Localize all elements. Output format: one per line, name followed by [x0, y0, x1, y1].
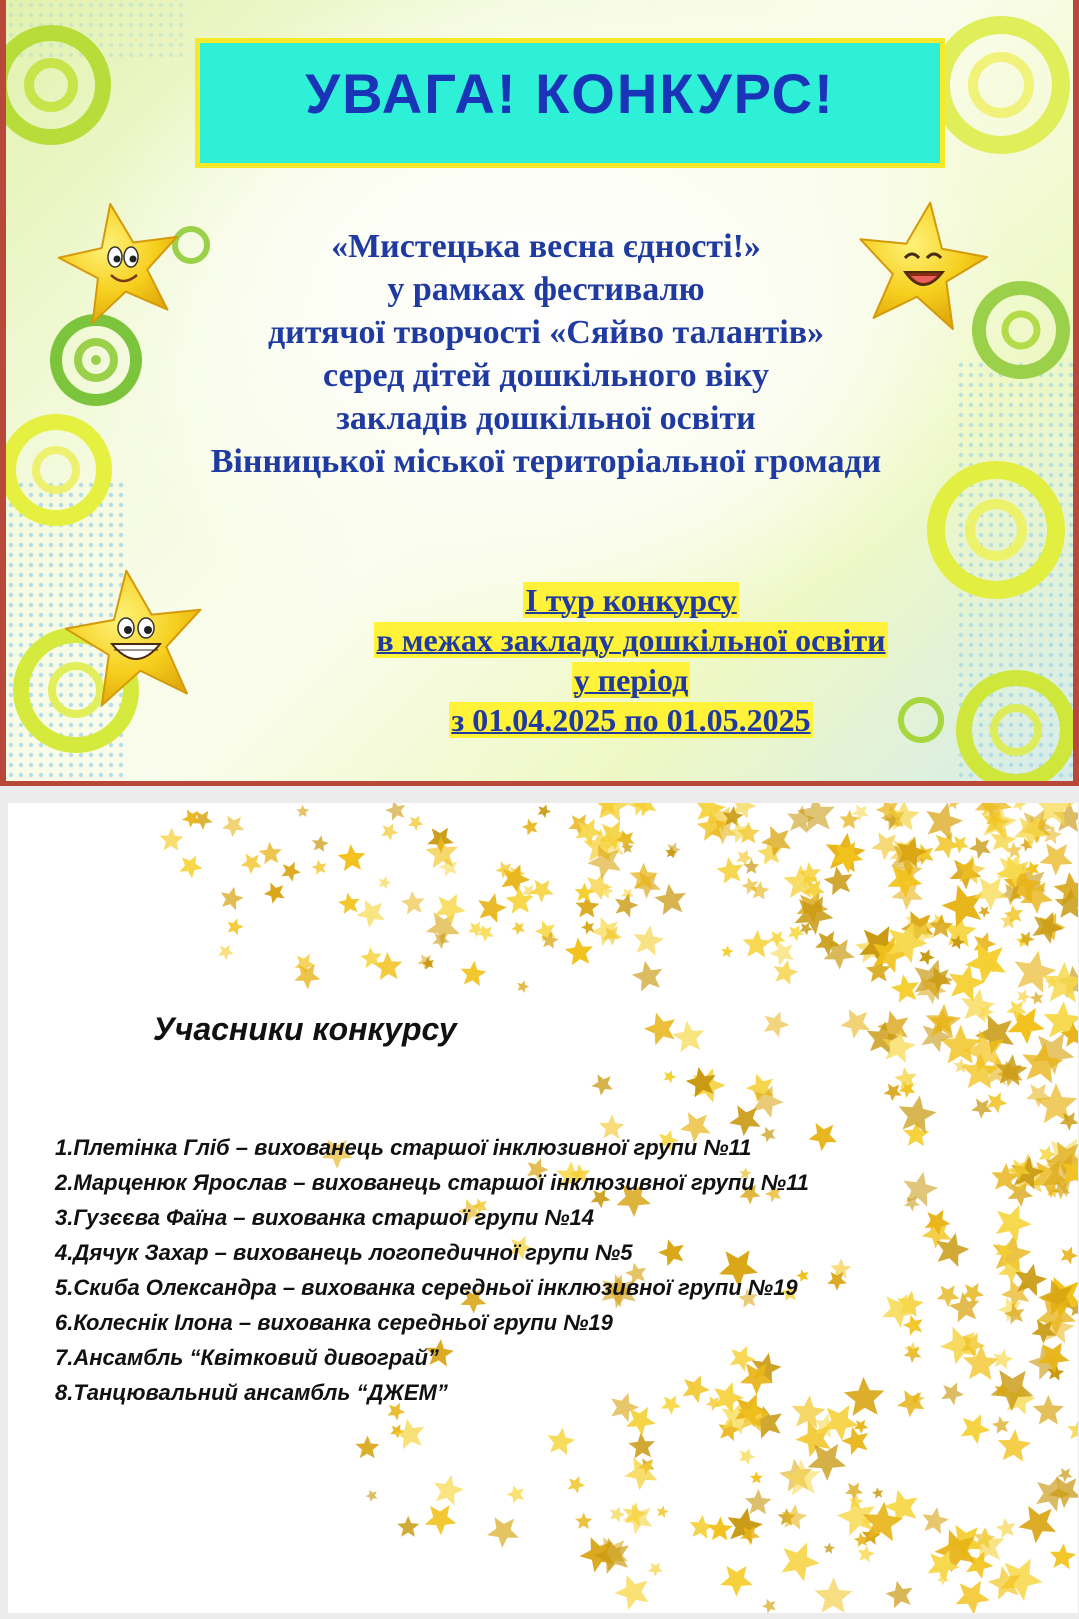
gold-star-icon [1050, 1543, 1076, 1569]
gold-star-icon [926, 803, 963, 840]
gold-star-icon [222, 816, 244, 838]
gold-star-icon [338, 892, 360, 914]
list-item: 8.Танцювальний ансамбль “ДЖЕМ” [55, 1380, 448, 1405]
tour-line: І тур конкурсу [525, 582, 737, 618]
gold-star-icon [259, 842, 282, 864]
gold-star-icon [575, 883, 595, 902]
gold-star-icon [708, 1517, 733, 1541]
gold-star-icon [872, 1487, 883, 1498]
gold-star-icon [366, 1490, 378, 1502]
gold-star-icon [312, 860, 327, 875]
gold-star-icon [575, 1513, 592, 1530]
gold-star-icon [948, 803, 960, 810]
gold-star-icon [634, 925, 664, 955]
gold-star-icon [357, 900, 385, 928]
list-item: 4.Дячук Захар – вихованець логопедичної групи №5 [55, 1240, 633, 1265]
gold-star-icon [218, 945, 234, 961]
gold-star-icon [956, 1581, 990, 1613]
gold-star-icon [434, 1475, 464, 1505]
concentric-ring-icon [979, 288, 1063, 372]
gold-star-icon [992, 1416, 1010, 1434]
gold-star-icon [739, 1448, 755, 1465]
description-line: Вінницької міської територіальної громади [210, 443, 882, 480]
gold-star-icon [626, 1407, 656, 1436]
gold-star-icon [1032, 912, 1063, 944]
gold-star-icon [969, 837, 991, 859]
gold-star-icon [824, 1543, 835, 1554]
contest-description [106, 225, 986, 483]
gold-star-icon [845, 1483, 863, 1501]
gold-star-icon [241, 854, 262, 875]
gold-star-icon [657, 1506, 669, 1518]
gold-star-icon [858, 1545, 875, 1562]
gold-star-icon [379, 876, 391, 889]
gold-star-icon [591, 1074, 613, 1096]
gold-star-icon [961, 1414, 991, 1444]
gold-star-icon [764, 1011, 789, 1037]
gold-star-icon [978, 906, 990, 918]
tour-dates: з 01.04.2025 по 01.05.2025 [451, 702, 811, 738]
gold-star-icon [487, 1517, 519, 1548]
list-item: 3.Гузєєва Фаїна – вихованка старшої групи №14 [55, 1205, 595, 1230]
gold-star-icon [221, 887, 244, 910]
gold-star-icon [808, 1123, 837, 1151]
gold-star-icon [951, 836, 969, 854]
gold-star-icon [996, 1205, 1032, 1242]
gold-star-icon [628, 1433, 655, 1459]
gold-star-icon [782, 1543, 820, 1582]
gold-star-icon [743, 930, 772, 958]
gold-star-icon [522, 819, 538, 836]
tour-line: у період [573, 662, 689, 698]
gold-star-icon [547, 1427, 575, 1455]
gold-star-icon [815, 1577, 853, 1613]
gold-star-icon [841, 1427, 868, 1455]
gold-star-icon [381, 823, 398, 840]
gold-star-icon [461, 961, 487, 987]
gold-star-icon [1013, 803, 1027, 811]
contest-poster [0, 0, 1079, 786]
gold-star-icon [973, 878, 1007, 911]
gold-star-icon [615, 1575, 649, 1610]
gold-star-icon [762, 1599, 776, 1613]
list-item: 1.Плетінка Гліб – вихованець старшої інклюзивної групи №11 [55, 1135, 752, 1160]
gold-star-icon [615, 893, 639, 917]
gold-star-icon [1067, 1419, 1078, 1441]
gold-star-icon [919, 949, 935, 965]
gold-star-icon [672, 1021, 704, 1053]
gold-star-icon [511, 922, 525, 936]
gold-star-icon [745, 1489, 771, 1514]
gold-star-icon [478, 893, 507, 923]
tour-line: в межах закладу дошкільної освіти [376, 622, 886, 658]
tour-info [286, 580, 976, 740]
gold-star-icon [891, 974, 919, 1002]
gold-star-icon [720, 1566, 753, 1597]
gold-star-icon [942, 885, 983, 927]
gold-star-icon [644, 1013, 675, 1046]
gold-star-icon [925, 1210, 951, 1236]
list-item: 6.Колеснік Ілона – вихованка середньої групи №19 [55, 1310, 613, 1335]
gold-star-icon [721, 945, 733, 957]
gold-star-icon [356, 1436, 380, 1459]
gold-star-icon [397, 1516, 419, 1537]
list-item: 5.Скиба Олександра – вихованка середньої інклюзивної групи №19 [55, 1275, 798, 1300]
gold-star-icon [1030, 991, 1044, 1005]
description-line: закладів дошкільної освіти [336, 400, 756, 437]
list-item: 2.Марценюк Ярослав – вихованець старшої інклюзивної групи №11 [55, 1170, 809, 1195]
gold-star-icon [886, 1581, 913, 1609]
gold-star-icon [1061, 1247, 1078, 1265]
gold-star-icon [360, 947, 382, 968]
gold-star-icon [884, 1084, 902, 1102]
gold-star-icon [425, 1505, 456, 1535]
gold-star-icon [624, 1458, 657, 1491]
gold-star-icon [998, 1429, 1031, 1462]
gold-star-icon [1017, 989, 1031, 1003]
list-item: 7.Ансамбль “Квітковий дивограй” [55, 1345, 439, 1370]
gold-star-icon [180, 856, 203, 879]
gold-star-icon [517, 980, 529, 993]
gold-star-icon [296, 805, 309, 817]
gold-star-icon [941, 1382, 964, 1405]
gold-star-icon [565, 938, 593, 966]
poster-title: УВАГА! КОНКУРС! [305, 61, 835, 125]
description-line: «Мистецька весна єдності!» [331, 228, 761, 265]
gold-star-icon [854, 1420, 869, 1434]
gold-star-icon [750, 1471, 763, 1483]
gold-star-icon [632, 961, 663, 992]
gold-star-icon [844, 1377, 885, 1416]
gold-star-icon [903, 1315, 923, 1336]
gold-star-icon [264, 883, 285, 904]
gold-star-icon [841, 1009, 871, 1039]
participants-heading: Учасники конкурсу [153, 1011, 457, 1047]
gold-star-icon [281, 862, 301, 882]
gold-star-icon [568, 1476, 585, 1494]
concentric-ring-icon [941, 25, 1061, 145]
gold-star-icon [664, 1070, 677, 1083]
participants-slide [8, 803, 1078, 1613]
gold-star-icon [774, 960, 799, 985]
gold-star-icon [312, 835, 329, 852]
gold-star-icon [227, 918, 243, 935]
gold-star-icon [1018, 1506, 1056, 1543]
title-banner [195, 38, 945, 168]
gold-star-icon [394, 1419, 424, 1449]
gold-star-icon [971, 1099, 992, 1119]
gold-star-icon [788, 925, 804, 941]
description-line: у рамках фестивалю [387, 271, 705, 308]
gold-star-icon [768, 931, 785, 947]
gold-star-icon [538, 805, 552, 819]
gold-star-icon [1039, 844, 1072, 876]
gold-star-icon [408, 816, 424, 831]
gold-star-icon [996, 1518, 1016, 1538]
gold-star-icon [648, 1563, 663, 1577]
gold-star-icon [991, 1370, 1034, 1411]
participants-list [55, 1130, 809, 1410]
gold-star-icon [338, 844, 366, 871]
gold-star-icon [594, 1538, 629, 1574]
gold-star-icon [507, 1485, 525, 1503]
gold-star-icon [922, 1507, 949, 1534]
gold-star-icon [1033, 1395, 1064, 1425]
gold-star-icon [401, 891, 425, 915]
gold-star-icon [769, 941, 794, 966]
gold-star-icon [385, 803, 405, 821]
gold-star-icon [160, 828, 184, 851]
description-line: дитячої творчості «Сяйво талантів» [267, 314, 825, 351]
description-line: серед дітей дошкільного віку [323, 357, 769, 394]
